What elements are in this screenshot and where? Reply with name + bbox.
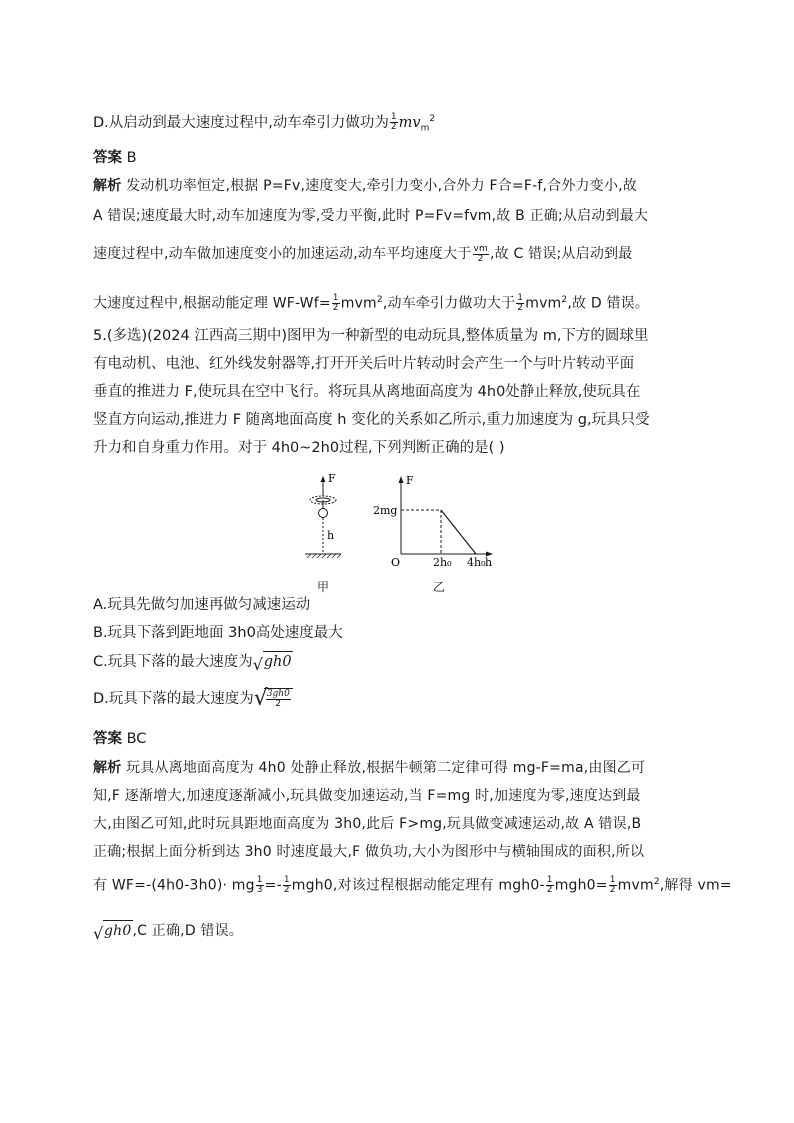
q5-option-b bbox=[93, 623, 343, 643]
q4-analysis-text-3: 速度过程中,动车做加速度变小的加速运动,动车平均速度大于 bbox=[93, 246, 472, 262]
q5-option-a-text: A.玩具先做匀加速再做匀减速运动 bbox=[93, 597, 311, 613]
fraction-half bbox=[546, 876, 554, 895]
q5-analysis-line-6 bbox=[93, 920, 243, 941]
q4-analysis-line-4 bbox=[93, 290, 649, 314]
graph-x-tick-2h0: 2h₀ bbox=[433, 556, 452, 569]
fraction-1-3 bbox=[256, 876, 264, 895]
toy-h-label: h bbox=[327, 529, 335, 542]
answer-label: 答案 bbox=[93, 731, 122, 747]
fraction-half bbox=[390, 113, 398, 132]
square-exponent: 2 bbox=[376, 295, 383, 305]
frac-den: 2 bbox=[609, 885, 616, 896]
figure-label-jia: 甲 bbox=[317, 580, 330, 594]
q5-analysis-text-1: 玩具从离地面高度为 4h0 处静止释放,根据牛顿第二定律可得 mg-F=ma,由图乙可 bbox=[126, 760, 646, 776]
frac-num: 1 bbox=[256, 875, 263, 886]
q4-option-d-text: D.从启动到最大速度过程中,动车牵引力做功为 bbox=[93, 114, 389, 131]
frac-den: 2 bbox=[477, 253, 484, 264]
q5-stem-line-5 bbox=[93, 438, 505, 458]
q5-stem-text-2: 有电动机、电池、红外线发射器等,打开开关后叶片转动时会产生一个与叶片转动平面 bbox=[93, 356, 635, 372]
frac-num: vm bbox=[473, 243, 488, 254]
q5-option-c-text: C.玩具下落的最大速度为 bbox=[93, 654, 253, 670]
sqrt-expression: √ $\frac{3gh0}{2}$ bbox=[254, 688, 293, 709]
figure-toy-and-graph bbox=[291, 474, 521, 598]
q5-analysis-line-4 bbox=[93, 842, 644, 862]
q5-analysis-line-2 bbox=[93, 786, 641, 806]
q5-stem-text-3: 垂直的推进力 F,使玩具在空中飞行。将玩具从离地面高度为 4h0处静止释放,使玩具在 bbox=[93, 384, 641, 400]
q4-option-d: D.从启动到最大速度过程中,动车牵引力做功为 $\frac{1}{2}$ $mv_m^2$ bbox=[93, 112, 436, 134]
q5-analysis-text-5e: mvm bbox=[617, 877, 654, 894]
frac-den: 2 bbox=[517, 303, 524, 314]
q5-stem-line-4 bbox=[93, 410, 650, 430]
q5-analysis-text-5d: mgh0= bbox=[554, 877, 608, 894]
q5-analysis-text-5c: mgh0,对该过程根据动能定理有 mgh0- bbox=[291, 877, 545, 894]
answer-value: BC bbox=[126, 731, 147, 747]
fraction-3gh0-over-2 bbox=[266, 690, 291, 709]
frac-den: 2 bbox=[332, 303, 339, 314]
frac-num: 1 bbox=[390, 112, 397, 123]
figure-label-yi: 乙 bbox=[433, 580, 446, 594]
q4-analysis-line-2 bbox=[93, 206, 648, 226]
square-exponent: 2 bbox=[561, 295, 568, 305]
q4-analysis-text-4c: ,动车牵引力做功大于 bbox=[382, 295, 516, 312]
radicand: gh0 bbox=[263, 651, 293, 672]
fraction-half bbox=[609, 876, 617, 895]
q5-option-c bbox=[93, 651, 293, 672]
q5-analysis-text-3: 大,由图乙可知,此时玩具距地面高度为 3h0,此后 F>mg,玩具做变减速运动,故 A 错误,B bbox=[93, 816, 642, 832]
figure-svg bbox=[291, 474, 521, 594]
sqrt-expression: √ gh0 bbox=[93, 920, 133, 941]
frac-den: 2 bbox=[390, 122, 397, 133]
fraction-half bbox=[332, 294, 340, 313]
q4-analysis-text-3b: ,故 C 错误;从启动到最 bbox=[490, 246, 633, 262]
fraction-half bbox=[283, 876, 291, 895]
q5-analysis-line-5 bbox=[93, 872, 732, 896]
q5-analysis-text-6: ,C 正确,D 错误。 bbox=[132, 923, 244, 939]
q5-analysis-text-5f: ,解得 vm= bbox=[659, 877, 732, 894]
q4-analysis-text-4: 大速度过程中,根据动能定理 WF-Wf= bbox=[93, 295, 331, 312]
analysis-label: 解析 bbox=[93, 178, 122, 194]
q4-analysis-text-4b: mvm bbox=[340, 295, 377, 312]
frac-num: 1 bbox=[332, 293, 339, 304]
q4-analysis-text-4d: mvm bbox=[525, 295, 562, 312]
analysis-label: 解析 bbox=[93, 760, 122, 776]
frac-den: 2 bbox=[283, 885, 290, 896]
q4-analysis-line-1 bbox=[93, 176, 637, 196]
toy-f-label: F bbox=[328, 474, 336, 485]
frac-num: 1 bbox=[546, 875, 553, 886]
frac-num: 3gh0 bbox=[266, 688, 290, 699]
q4-analysis-text-4e: ,故 D 错误。 bbox=[567, 295, 650, 312]
q5-stem-line-2 bbox=[93, 354, 634, 374]
graph-y-axis-label: F bbox=[406, 474, 414, 487]
q5-option-a bbox=[93, 595, 310, 615]
q5-option-d bbox=[93, 688, 293, 709]
frac-num: 1 bbox=[283, 875, 290, 886]
q5-answer bbox=[93, 729, 146, 749]
q5-stem-line-3 bbox=[93, 382, 640, 402]
q5-analysis-text-5b: =- bbox=[264, 877, 282, 894]
toy-illustration bbox=[305, 474, 341, 558]
q5-option-d-text: D.玩具下落的最大速度为 bbox=[93, 691, 254, 707]
q5-analysis-line-1 bbox=[93, 758, 645, 778]
answer-label: 答案 bbox=[93, 150, 122, 166]
q4-analysis-line-3 bbox=[93, 244, 632, 264]
q5-stem-text-5: 升力和自身重力作用。对于 4h0~2h0过程,下列判断正确的是( ) bbox=[93, 440, 505, 456]
frac-num: 1 bbox=[517, 293, 524, 304]
square-exponent: 2 bbox=[429, 114, 436, 124]
graph-x-tick-4h0: 4h₀ bbox=[467, 556, 486, 569]
fraction-vm-over-2 bbox=[473, 245, 490, 264]
sqrt-expression: √ gh0 bbox=[253, 651, 293, 672]
q4-answer bbox=[93, 148, 137, 168]
square-exponent: 2 bbox=[653, 877, 660, 887]
graph-y-tick: 2mg bbox=[373, 504, 398, 517]
q5-stem-text-4: 竖直方向运动,推进力 F 随离地面高度 h 变化的关系如乙所示,重力加速度为 g,玩具只受 bbox=[93, 412, 650, 428]
q5-analysis-line-3 bbox=[93, 814, 641, 834]
graph-x-axis-label: h bbox=[485, 556, 493, 569]
q5-option-b-text: B.玩具下落到距地面 3h0高处速度最大 bbox=[93, 625, 343, 641]
q4-analysis-text-2: A 错误;速度最大时,动车加速度为零,受力平衡,此时 P=Fv=fvm,故 B 正确;从启动到最大 bbox=[93, 208, 649, 224]
frac-den: 2 bbox=[275, 698, 282, 709]
q5-analysis-text-2: 知,F 逐渐增大,加速度逐渐减小,玩具做变加速运动,当 F=mg 时,加速度为零,速度达到最 bbox=[93, 788, 641, 804]
q4-analysis-text-1: 发动机功率恒定,根据 P=Fv,速度变大,牵引力变小,合外力 F合=F-f,合外力变小,故 bbox=[126, 178, 637, 194]
frac-num: 1 bbox=[609, 875, 616, 886]
frac-den: 3 bbox=[256, 885, 263, 896]
graph-origin-label: O bbox=[391, 556, 401, 569]
answer-value: B bbox=[126, 150, 137, 166]
radicand: gh0 bbox=[103, 920, 133, 941]
force-height-graph bbox=[373, 474, 493, 569]
frac-den: 2 bbox=[546, 885, 553, 896]
q5-analysis-text-4: 正确;根据上面分析到达 3h0 时速度最大,F 做负功,大小为图形中与横轴围成的面积,所以 bbox=[93, 844, 645, 860]
q5-analysis-text-5a: 有 WF=-(4h0-3h0)· mg bbox=[93, 877, 255, 894]
q5-stem-line-1 bbox=[93, 326, 648, 346]
q5-stem-text-1: 5.(多选)(2024 江西高三期中)图甲为一种新型的电动玩具,整体质量为 m,下方的圆球里 bbox=[93, 328, 649, 344]
fraction-half bbox=[516, 294, 524, 313]
